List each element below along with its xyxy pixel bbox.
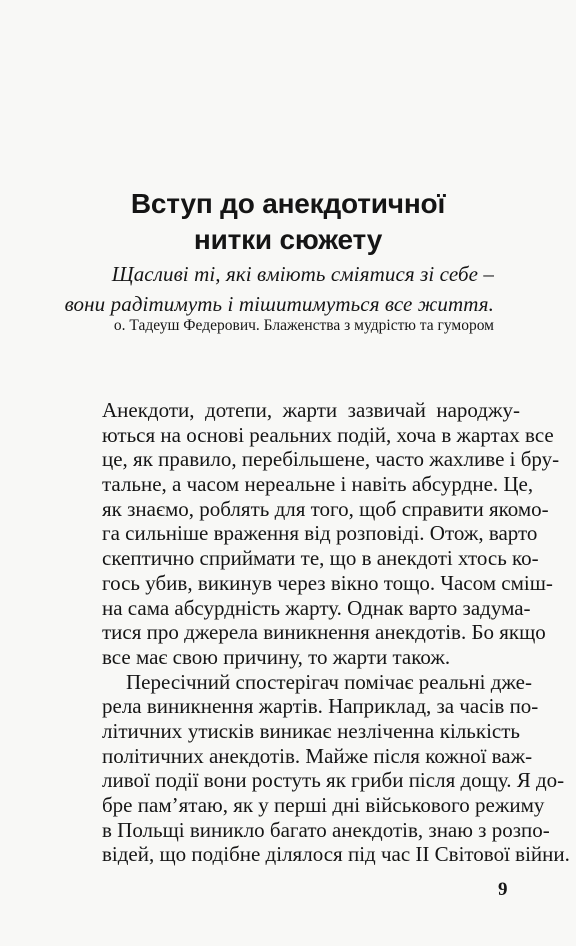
epigraph-source: о. Тадеуш Федерович. Блаженства з мудрістю та гумором xyxy=(113,317,494,334)
text-line: Пересічний спостерігач помічає реальні дже- xyxy=(126,669,532,694)
chapter-title xyxy=(60,186,516,258)
text-line: тальне, а часом нереальне і навіть абсурдне. Це, xyxy=(102,472,534,497)
body-text xyxy=(102,398,570,867)
epigraph-line: вони радітимуть і тішитимуться все життя. xyxy=(64,292,494,316)
text-line: все має свою причину, то жарти також. xyxy=(102,644,451,669)
text-line: бре пам’ятаю, як у перші дні військового режиму xyxy=(102,793,545,817)
chapter-title-line: нитки сюжету xyxy=(193,223,383,255)
text-line: га сильніше враження від розповіді. Отож, варто xyxy=(102,521,538,546)
text-line: тися про джерела виникнення анекдотів. Бо якщо xyxy=(102,620,546,645)
text-line: гось убив, викинув через вікно тощо. Часом смiш- xyxy=(102,570,553,595)
text-line: в Польщі виникло багато анекдотів, знаю з розпо- xyxy=(102,817,550,842)
text-line: політичних анекдотів. Майже після кожної важ- xyxy=(102,743,533,768)
epigraph-line: Щасливі ті, які вміють сміятися зі себе – xyxy=(111,262,494,286)
text-line: ливої події вони ростуть як гриби після дощу. Я до- xyxy=(102,768,565,793)
text-line: на сама абсурдність жарту. Однак варто задума- xyxy=(102,595,531,620)
paragraph-2 xyxy=(102,669,570,868)
chapter-title-line: Вступ до анекдотичної xyxy=(130,187,446,219)
text-line: рела виникнення жартів. Наприклад, за часів по- xyxy=(102,694,539,719)
text-line: ються на основі реальних подій, хоча в жартах все xyxy=(102,422,554,447)
epigraph xyxy=(65,259,494,319)
page-number: 9 xyxy=(498,879,508,900)
text-line: літичних утисків виникає незліченна кількість xyxy=(102,718,520,743)
text-line: скептично сприймати те, що в анекдоті хтось ко- xyxy=(102,546,539,571)
paragraph-1 xyxy=(102,398,560,670)
text-line: Анекдоти, дотепи, жарти зазвичай народжу- xyxy=(102,398,520,422)
text-line: це, як правило, перебільшене, часто жахливе і бру- xyxy=(102,447,560,472)
text-line: як знаємо, роблять для того, щоб справити якомо- xyxy=(102,496,549,521)
text-line: відей, що подібне ділялося під час ІІ Світової війни. xyxy=(102,842,570,867)
